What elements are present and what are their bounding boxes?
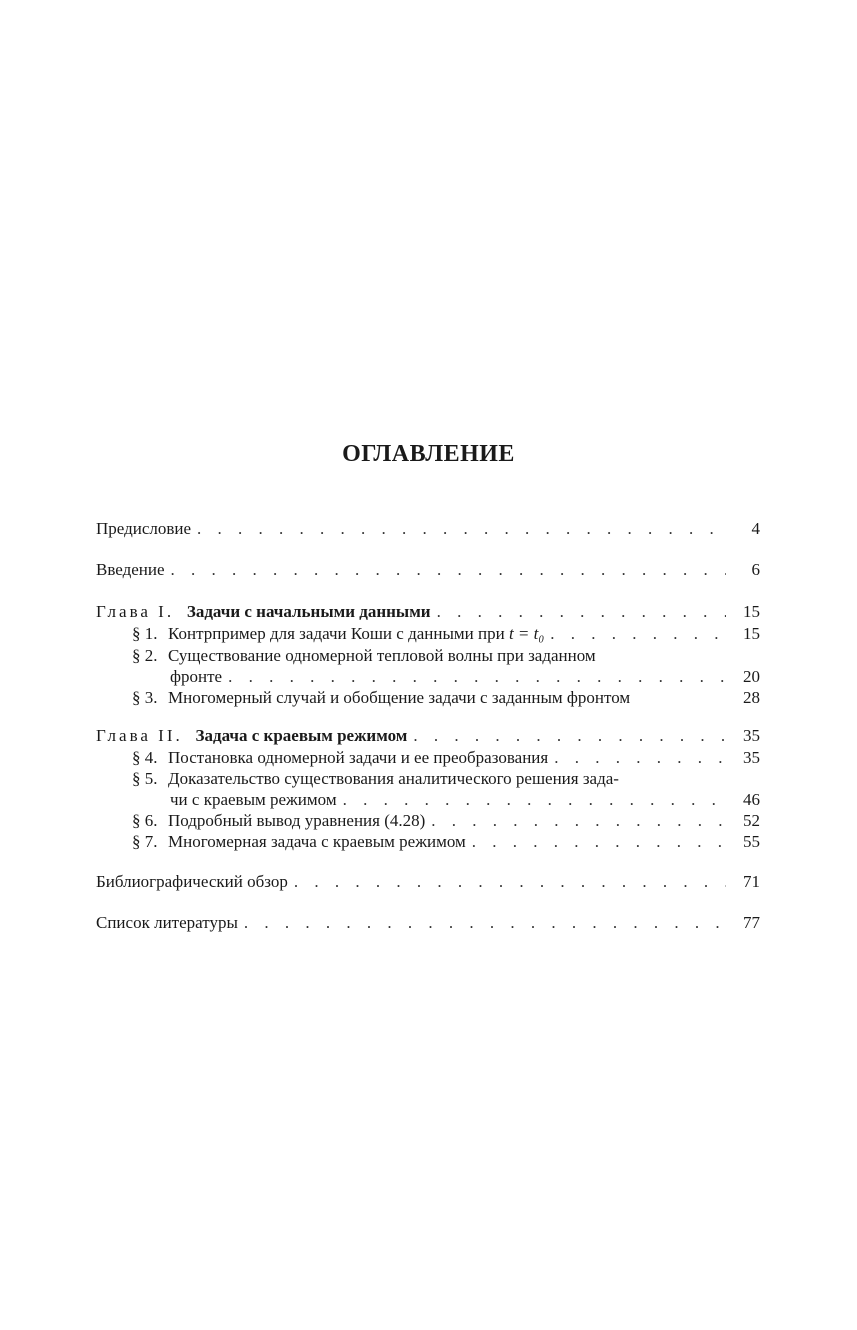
- dot-leader: [472, 832, 726, 852]
- page-number: 4: [751, 519, 760, 538]
- toc-entry-intro[interactable]: [96, 560, 760, 582]
- dot-leader: [343, 790, 726, 810]
- dot-leader: [228, 667, 726, 687]
- page-number: 6: [751, 560, 760, 579]
- page-number: 55: [743, 832, 760, 851]
- dot-leader: [294, 872, 726, 892]
- section-number: § 2.: [132, 646, 158, 665]
- toc-entry-section-1[interactable]: [132, 624, 760, 646]
- toc-entry-section-5-line-2[interactable]: [170, 790, 760, 812]
- entry-label: Библиографический обзор: [96, 872, 288, 891]
- section-number: § 3.: [132, 688, 158, 707]
- section-number: § 5.: [132, 769, 158, 788]
- section-number: § 1.: [132, 624, 158, 643]
- section-title: Постановка одномерной задачи и ее преобразования: [168, 748, 549, 767]
- toc-entry-section-3[interactable]: [132, 688, 760, 710]
- toc-entry-bibliographic-review[interactable]: [96, 872, 760, 894]
- chapter-prefix: Глава I.: [96, 602, 175, 621]
- toc-entry-preface[interactable]: [96, 519, 760, 541]
- section-title-continued: чи с краевым режимом: [170, 790, 337, 809]
- dot-leader: [244, 913, 726, 933]
- page-number: 20: [743, 667, 760, 686]
- section-title: Контрпример для задачи Коши с данными при: [168, 624, 505, 643]
- dot-leader: [431, 811, 726, 831]
- page-number: 46: [743, 790, 760, 809]
- section-title-continued: фронте: [170, 667, 223, 686]
- dot-leader: [550, 624, 726, 644]
- page-number: 35: [743, 726, 760, 745]
- toc-entry-section-5-line-1[interactable]: [132, 769, 760, 791]
- dot-leader: [554, 748, 726, 768]
- toc-entry-section-2-line-1[interactable]: [132, 646, 760, 668]
- toc-entry-references[interactable]: [96, 913, 760, 935]
- page-number: 71: [743, 872, 760, 891]
- toc-entry-section-6[interactable]: [132, 811, 760, 833]
- section-number: § 6.: [132, 811, 158, 830]
- dot-leader: [437, 602, 726, 622]
- toc-entry-section-7[interactable]: [132, 832, 760, 854]
- section-number: § 4.: [132, 748, 158, 767]
- formula: t = t₀: [508, 624, 545, 643]
- dot-leader: [413, 726, 726, 746]
- page-number: 77: [743, 913, 760, 932]
- section-title: Многомерная задача с краевым режимом: [168, 832, 466, 851]
- section-number: § 7.: [132, 832, 158, 851]
- page-number: 28: [743, 688, 760, 707]
- entry-label: Список литературы: [96, 913, 238, 932]
- section-title: Существование одномерной тепловой волны при заданном: [168, 646, 596, 665]
- section-title: Доказательство существования аналитического решения зада-: [168, 769, 619, 788]
- dot-leader: [171, 560, 726, 580]
- page-title: ОГЛАВЛЕНИЕ: [342, 441, 515, 467]
- chapter-title: Задача с краевым режимом: [195, 726, 408, 745]
- chapter-prefix: Глава II.: [96, 726, 183, 745]
- page-number: 35: [743, 748, 760, 767]
- chapter-title: Задачи с начальными данными: [186, 602, 431, 621]
- entry-label: Предисловие: [96, 519, 192, 538]
- section-title: Многомерный случай и обобщение задачи с заданным фронтом: [168, 688, 631, 707]
- page-number: 52: [743, 811, 760, 830]
- toc-entry-section-4[interactable]: [132, 748, 760, 770]
- toc-entry-chapter-1[interactable]: [96, 602, 760, 624]
- toc-entry-chapter-2[interactable]: [96, 726, 760, 748]
- dot-leader: [197, 519, 726, 539]
- section-title: Подробный вывод уравнения (4.28): [168, 811, 426, 830]
- toc-entry-section-2-line-2[interactable]: [170, 667, 760, 689]
- entry-label: Введение: [96, 560, 165, 579]
- page-number: 15: [743, 624, 760, 643]
- page-number: 15: [743, 602, 760, 621]
